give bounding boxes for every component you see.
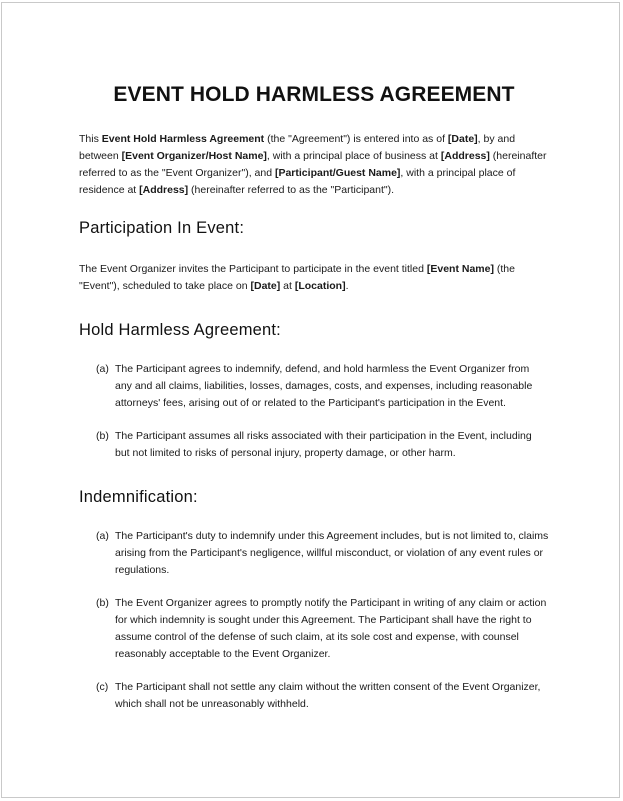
section-heading-hold-harmless: Hold Harmless Agreement:: [79, 321, 281, 339]
date-placeholder: [Date]: [447, 133, 478, 145]
clause-item: [79, 679, 549, 713]
clause-marker: (b): [96, 430, 109, 442]
clause-item: [79, 361, 549, 412]
document-title: EVENT HOLD HARMLESS AGREEMENT: [113, 83, 515, 106]
intro-paragraph: [79, 131, 549, 199]
clause-text: The Event Organizer agrees to promptly notify the Participant in writing of any claim or action for which indemnity is sought under this Agreement. The Participant shall have the right to assume control of the defense of such claim, at its sole cost and expense, with counsel reasonably acceptable to the Event Organizer.: [115, 597, 547, 660]
clause-text: The Participant agrees to indemnify, defend, and hold harmless the Event Organizer from any and all claims, liabilities, losses, damages, costs, and expenses, including reasonable attorneys' fees, arising out of or related to the Participant's participation in the Event.: [115, 363, 533, 409]
organizer-name-placeholder: [Event Organizer/Host Name]: [121, 150, 267, 162]
paragraph-text: .: [345, 280, 349, 292]
clause-text: The Participant shall not settle any claim without the written consent of the Event Organizer, which shall not be unreasonably withheld.: [115, 681, 541, 710]
intro-text: (hereinafter referred to as the "Event Organizer"), and: [79, 150, 547, 179]
intro-text: (the "Agreement") is entered into as of: [264, 133, 448, 145]
clause-item: [79, 528, 549, 579]
section-heading-indemnification: Indemnification:: [79, 488, 198, 506]
clause-text: The Participant's duty to indemnify under this Agreement includes, but is not limited to, claims arising from the Participant's negligence, willful misconduct, or violation of any event rules or regulations.: [115, 530, 549, 576]
event-name-placeholder: [Event Name]: [426, 263, 494, 275]
clause-marker: (a): [96, 530, 109, 542]
clause-marker: (c): [96, 681, 109, 693]
location-placeholder: [Location]: [294, 280, 346, 292]
clause-item: [79, 595, 549, 663]
intro-text: (hereinafter referred to as the "Participant").: [188, 184, 395, 196]
clause-text: The Participant assumes all risks associated with their participation in the Event, including but not limited to risks of personal injury, property damage, or other harm.: [115, 430, 532, 459]
participation-paragraph: [79, 261, 549, 295]
document-content: [79, 81, 549, 713]
document-page: [1, 2, 620, 798]
clause-item: [79, 428, 549, 462]
paragraph-text: The Event Organizer invites the Participant to participate in the event titled: [79, 263, 427, 275]
intro-text: , with a principal place of residence at: [79, 167, 516, 196]
intro-text: This: [79, 133, 102, 145]
section-heading-participation: Participation In Event:: [79, 219, 245, 237]
participant-name-placeholder: [Participant/Guest Name]: [274, 167, 401, 179]
clause-marker: (a): [96, 363, 109, 375]
clause-marker: (b): [96, 597, 109, 609]
event-date-placeholder: [Date]: [250, 280, 281, 292]
agreement-name: Event Hold Harmless Agreement: [101, 133, 265, 145]
paragraph-text: (the "Event"), scheduled to take place on: [79, 263, 515, 292]
intro-text: , with a principal place of business at: [266, 150, 441, 162]
intro-text: , by and between: [79, 133, 516, 162]
participant-address-placeholder: [Address]: [139, 184, 189, 196]
hold-harmless-clauses: [79, 361, 549, 462]
organizer-address-placeholder: [Address]: [440, 150, 490, 162]
indemnification-clauses: [79, 528, 549, 713]
paragraph-text: at: [280, 280, 295, 292]
